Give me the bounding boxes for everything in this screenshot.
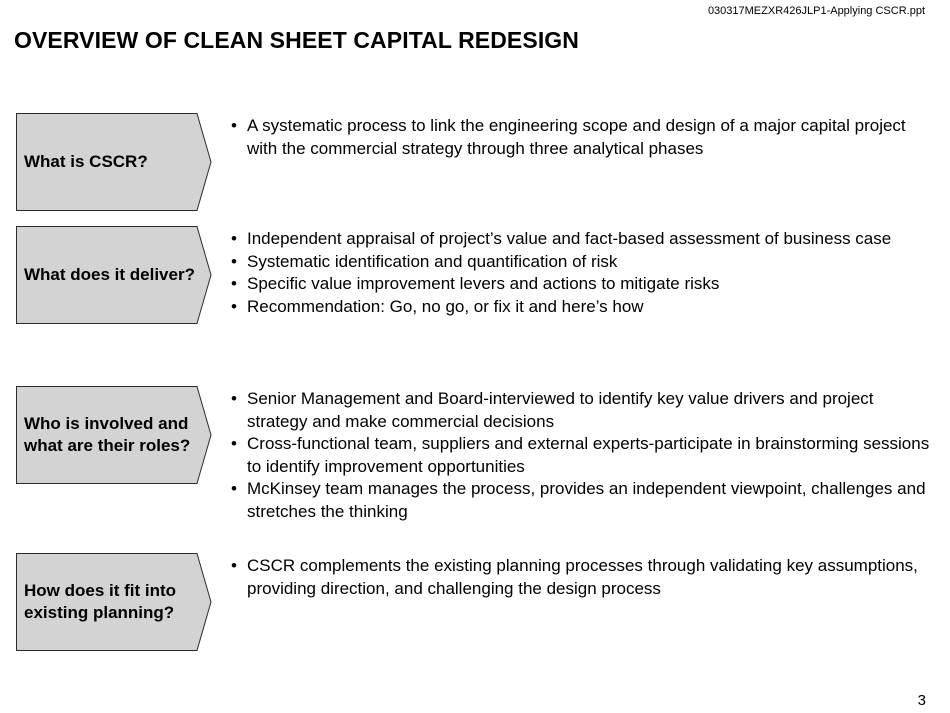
question-label: Who is involved and what are their roles? [24,413,191,455]
bullet-item: • McKinsey team manages the process, provides an independent viewpoint, challenges and stretches the thinking [231,478,931,523]
bullet-item: • Systematic identification and quantification of risk [231,251,931,274]
bullet-list [231,228,931,318]
bullet-item: • Independent appraisal of project’s value and fact-based assessment of business case [231,228,931,251]
bullet-list [231,388,931,523]
slide-title: OVERVIEW OF CLEAN SHEET CAPITAL REDESIGN [14,27,580,53]
file-name: 030317MEZXR426JLP1-Applying CSCR.ppt [707,5,925,17]
chevron-fit [16,553,212,651]
bullet-list [231,555,931,600]
question-label: What is CSCR? [24,151,148,171]
question-label: What does it deliver? [24,264,195,284]
chevron-involved [16,386,212,484]
bullet-item: • Specific value improvement levers and actions to mitigate risks [231,273,931,296]
bullet-item: • Senior Management and Board-interviewed to identify key value drivers and project strategy and make commercial decisions [231,388,931,433]
bullet-list [231,115,931,160]
bullet-item: • Recommendation: Go, no go, or fix it and here’s how [231,296,931,319]
page-number: 3 [917,692,926,709]
bullet-item: • Cross-functional team, suppliers and external experts-participate in brainstorming sessions to identify improvement opportunities [231,433,931,478]
bullet-item: • A systematic process to link the engineering scope and design of a major capital project with the commercial strategy through three analytical phases [231,115,931,160]
chevron-what-is [16,113,212,211]
question-label: How does it fit into existing planning? [24,580,177,622]
chevron-deliver [16,226,212,324]
bullet-item: • CSCR complements the existing planning processes through validating key assumptions, providing direction, and challenging the design process [231,555,931,600]
